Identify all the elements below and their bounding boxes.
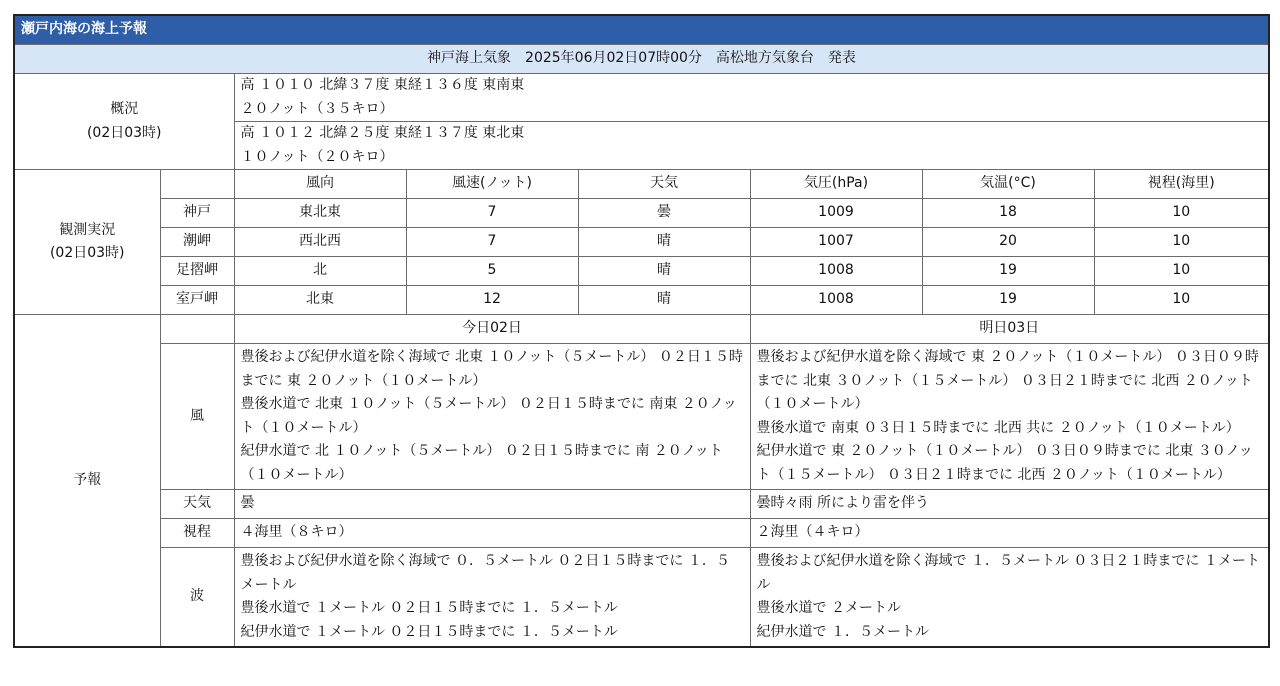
wind-label: 風 (160, 344, 234, 490)
pressure: 1008 (750, 286, 922, 315)
visibility-label: 視程 (160, 519, 234, 548)
weather-forecast-day2: 曇時々雨 所により雷を伴う (750, 490, 1269, 519)
wind-direction: 北 (234, 257, 406, 286)
table-row (14, 228, 1269, 257)
visibility: 10 (1094, 286, 1269, 315)
station-name: 室戸岬 (160, 286, 234, 315)
wave-label: 波 (160, 548, 234, 648)
forecast-day1-header: 今日02日 (234, 315, 750, 344)
issued-header: 神戸海上気象 2025年06月02日07時00分 高松地方気象台 発表 (14, 45, 1269, 74)
forecast-day2-header: 明日03日 (750, 315, 1269, 344)
table-row (14, 199, 1269, 228)
wave-forecast-day2: 豊後および紀伊水道を除く海域で １．５メートル ０３日２１時までに １メートル 豊後水道で ２メートル 紀伊水道で １．５メートル (750, 548, 1269, 648)
wind-speed: 12 (406, 286, 578, 315)
wind-direction: 北東 (234, 286, 406, 315)
table-row (14, 257, 1269, 286)
visibility-forecast-day2: ２海里（４キロ） (750, 519, 1269, 548)
table-row (14, 286, 1269, 315)
temperature: 20 (922, 228, 1094, 257)
temperature: 19 (922, 257, 1094, 286)
header-temperature: 気温(°C) (922, 170, 1094, 199)
weather: 曇 (578, 199, 750, 228)
wind-speed: 5 (406, 257, 578, 286)
overview-item: 高 １０１０ 北緯３７度 東経１３６度 東南東 ２０ノット（３５キロ） (234, 74, 1269, 122)
header-wind-speed: 風速(ノット) (406, 170, 578, 199)
station-name: 潮岬 (160, 228, 234, 257)
header-pressure: 気圧(hPa) (750, 170, 922, 199)
wind-speed: 7 (406, 228, 578, 257)
page-title: 瀬戸内海の海上予報 (14, 15, 1269, 45)
visibility: 10 (1094, 228, 1269, 257)
weather: 晴 (578, 228, 750, 257)
temperature: 18 (922, 199, 1094, 228)
station-name: 足摺岬 (160, 257, 234, 286)
forecast-table (13, 14, 1270, 648)
pressure: 1009 (750, 199, 922, 228)
overview-label: 概況 (02日03時) (14, 74, 234, 170)
weather: 晴 (578, 286, 750, 315)
observation-label: 観測実況 (02日03時) (14, 170, 160, 315)
wind-forecast-day1: 豊後および紀伊水道を除く海域で 北東 １０ノット（５メートル） ０２日１５時までに 東 ２０ノット（１０メートル） 豊後水道で 北東 １０ノット（５メートル） ０２日１５時までに 南東 ２０ノット（１０メートル） 紀伊水道で 北 １０ノット（５メートル） ０２日１５時までに 南 ２０ノット（１０メートル） (234, 344, 750, 490)
pressure: 1007 (750, 228, 922, 257)
wave-forecast-day1: 豊後および紀伊水道を除く海域で ０．５メートル ０２日１５時までに １．５メートル 豊後水道で １メートル ０２日１５時までに １．５メートル 紀伊水道で １メートル ０２日１５時までに １．５メートル (234, 548, 750, 648)
station-name: 神戸 (160, 199, 234, 228)
weather: 晴 (578, 257, 750, 286)
weather-label: 天気 (160, 490, 234, 519)
wind-direction: 西北西 (234, 228, 406, 257)
header-weather: 天気 (578, 170, 750, 199)
wind-direction: 東北東 (234, 199, 406, 228)
visibility: 10 (1094, 257, 1269, 286)
forecast-corner (160, 315, 234, 344)
observation-corner (160, 170, 234, 199)
weather-forecast-day1: 曇 (234, 490, 750, 519)
header-wind-direction: 風向 (234, 170, 406, 199)
forecast-label: 予報 (14, 315, 160, 648)
visibility: 10 (1094, 199, 1269, 228)
wind-forecast-day2: 豊後および紀伊水道を除く海域で 東 ２０ノット（１０メートル） ０３日０９時までに 北東 ３０ノット（１５メートル） ０３日２１時までに 北西 ２０ノット（１０メートル） 豊後水道で 南東 ０３日１５時までに 北西 共に ２０ノット（１０メートル） 紀伊水道で 東 ２０ノット（１０メートル） ０３日０９時までに 北東 ３０ノット（１５メートル） ０３日２１時までに 北西 ２０ノット（１０メートル） (750, 344, 1269, 490)
overview-item: 高 １０１２ 北緯２５度 東経１３７度 東北東 １０ノット（２０キロ） (234, 122, 1269, 170)
wind-speed: 7 (406, 199, 578, 228)
pressure: 1008 (750, 257, 922, 286)
header-visibility: 視程(海里) (1094, 170, 1269, 199)
marine-forecast-panel (13, 14, 1268, 648)
visibility-forecast-day1: ４海里（８キロ） (234, 519, 750, 548)
temperature: 19 (922, 286, 1094, 315)
